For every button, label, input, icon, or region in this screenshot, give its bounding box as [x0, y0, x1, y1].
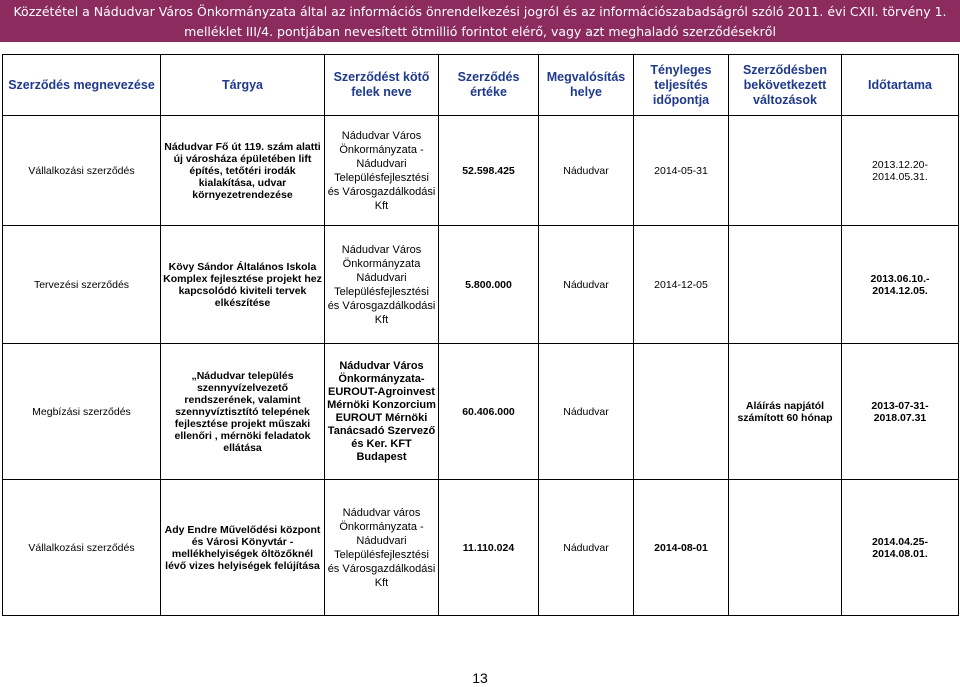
cell-type: Vállalkozási szerződés	[3, 116, 161, 226]
cell-changes	[729, 226, 842, 344]
cell-subject: „Nádudvar település szennyvízelvezető rendszerének, valamint szennyvíztisztító telepének fejlesztése projekt műszaki ellenőri , mérnöki feladatok ellátása	[161, 344, 325, 480]
cell-duration: 2013.12.20- 2014.05.31.	[842, 116, 959, 226]
cell-value: 60.406.000	[439, 344, 539, 480]
cell-value: 5.800.000	[439, 226, 539, 344]
cell-duration: 2014.04.25- 2014.08.01.	[842, 480, 959, 616]
cell-value: 52.598.425	[439, 116, 539, 226]
cell-place: Nádudvar	[539, 226, 634, 344]
cell-subject: Kövy Sándor Általános Iskola Komplex fejlesztése projekt hez kapcsolódó kiviteli tervek elkészítése	[161, 226, 325, 344]
header-duration: Időtartama	[842, 55, 959, 116]
cell-parties: Nádudvar város Önkormányzata - Nádudvari Településfejlesztési és Városgazdálkodási Kft	[325, 480, 439, 616]
cell-changes	[729, 116, 842, 226]
cell-changes: Aláírás napjától számított 60 hónap	[729, 344, 842, 480]
cell-completion: 2014-05-31	[634, 116, 729, 226]
table-row	[3, 226, 959, 344]
cell-parties: Nádudvar Város Önkormányzata Nádudvari Településfejlesztési és Városgazdálkodási Kft	[325, 226, 439, 344]
header-value: Szerződés értéke	[439, 55, 539, 116]
cell-place: Nádudvar	[539, 344, 634, 480]
cell-subject: Nádudvar Fő út 119. szám alatti új városháza épületében lift építés, tetőtéri irodák kialakítása, udvar környezetrendezése	[161, 116, 325, 226]
banner-line-1: Közzététel a Nádudvar Város Önkormányzata által az információs önrendelkezési jogról és az információszabadságról szóló 2011. évi CXII. törvény 1.	[13, 4, 947, 19]
header-parties: Szerződést kötő felek neve	[325, 55, 439, 116]
cell-type: Tervezési szerződés	[3, 226, 161, 344]
cell-completion	[634, 344, 729, 480]
page-number: 13	[472, 670, 488, 686]
cell-duration: 2013.06.10.- 2014.12.05.	[842, 226, 959, 344]
header-changes: Szerződésben bekövetkezett változások	[729, 55, 842, 116]
header-contract-name: Szerződés megnevezése	[3, 55, 161, 116]
header-place: Megvalósítás helye	[539, 55, 634, 116]
cell-completion: 2014-08-01	[634, 480, 729, 616]
cell-place: Nádudvar	[539, 480, 634, 616]
cell-value: 11.110.024	[439, 480, 539, 616]
cell-duration: 2013-07-31- 2018.07.31	[842, 344, 959, 480]
cell-type: Megbízási szerződés	[3, 344, 161, 480]
header-row	[3, 55, 959, 116]
banner-line-2: melléklet III/4. pontjában nevesített ötmillió forintot elérő, vagy azt meghaladó szerződésekről	[184, 24, 776, 39]
header-subject: Tárgya	[161, 55, 325, 116]
cell-parties: Nádudvar Város Önkormányzata - Nádudvari Településfejlesztési és Városgazdálkodási Kft	[325, 116, 439, 226]
table-row	[3, 344, 959, 480]
cell-place: Nádudvar	[539, 116, 634, 226]
table-row	[3, 480, 959, 616]
cell-changes	[729, 480, 842, 616]
header-completion: Tényleges teljesítés időpontja	[634, 55, 729, 116]
cell-completion: 2014-12-05	[634, 226, 729, 344]
contracts-table	[2, 54, 959, 616]
cell-parties: Nádudvar Város Önkormányzata- EUROUT-Agroinvest Mérnöki Konzorcium EUROUT Mérnöki Tanácsadó Szervező és Ker. KFT Budapest	[325, 344, 439, 480]
table-row	[3, 116, 959, 226]
cell-type: Vállalkozási szerződés	[3, 480, 161, 616]
publication-banner	[0, 0, 960, 42]
cell-subject: Ady Endre Művelődési központ és Városi Könyvtár - mellékhelyiségek öltözőknél lévő vizes helyiségek felújítása	[161, 480, 325, 616]
